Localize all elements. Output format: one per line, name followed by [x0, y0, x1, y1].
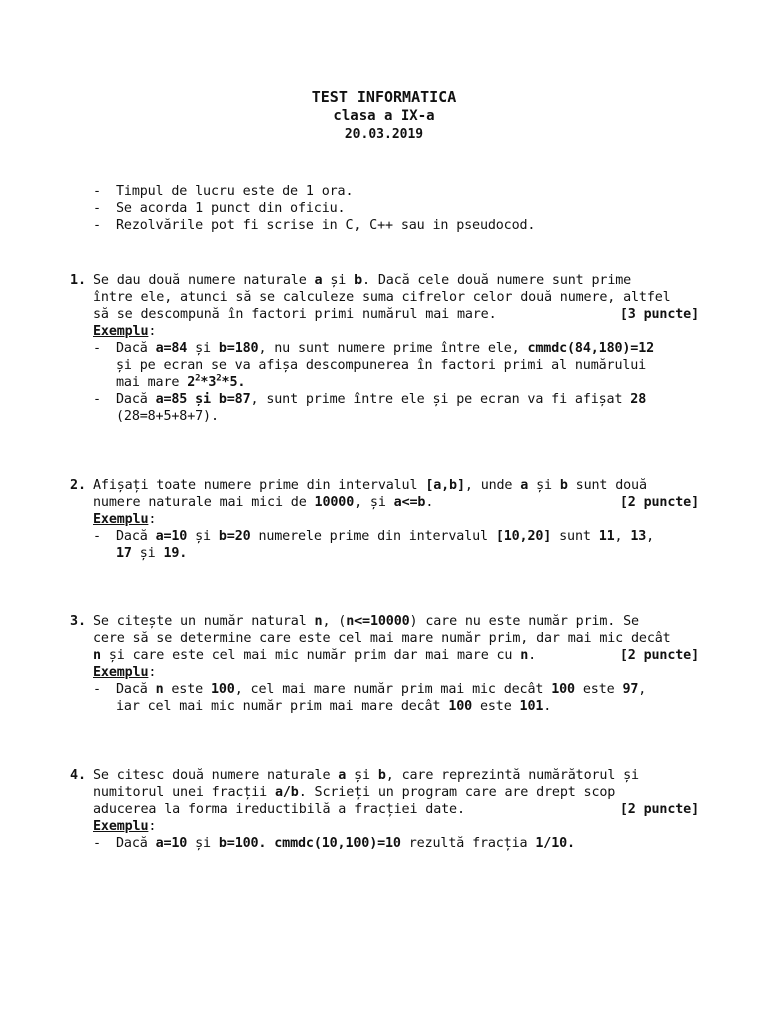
example-line: 17 și 19. [116, 546, 188, 561]
rule-item: Timpul de lucru este de 1 ora. [116, 184, 354, 199]
example-line: Dacă a=84 și b=180, nu sunt numere prime între ele, cmmdc(84,180)=12 [116, 341, 655, 356]
problem-3-line: cere să se determine care este cel mai mare număr prim, dar mai mic decât [93, 631, 671, 646]
example-line: iar cel mai mic număr prim mai mare decât 100 este 101. [116, 699, 552, 714]
rule-item: Rezolvările pot fi scrise in C, C++ sau in pseudocod. [116, 218, 536, 233]
problem-3-line: Se citește un număr natural n, (n<=10000) care nu este număr prim. Se [93, 614, 639, 629]
problem-number: 1. [70, 273, 87, 288]
problem-number: 4. [70, 768, 87, 783]
example-line: și pe ecran se va afișa descompunerea în factori primi al numărului [116, 358, 647, 373]
example-line: Dacă a=10 și b=20 numerele prime din intervalul [10,20] sunt 11, 13, [116, 529, 655, 544]
points-badge: [2 puncte] [619, 802, 699, 817]
problem-4-line: numitorul unei fracții a/b. Scrieți un program care are drept scop [93, 785, 616, 800]
example-line: (28=8+5+8+7). [116, 409, 219, 424]
problem-4-line: aducerea la forma ireductibilă a fracției date. [2 puncte] [93, 802, 699, 817]
example-heading: Exemplu: [93, 665, 157, 680]
example-bullet: - [93, 529, 102, 544]
problem-2-line: Afișați toate numere prime din intervalul [a,b], unde a și b sunt două [93, 478, 647, 493]
example-bullet: - [93, 392, 102, 407]
example-line: Dacă n este 100, cel mai mare număr prim mai mic decât 100 este 97, [116, 682, 647, 697]
points-badge: [2 puncte] [619, 648, 699, 663]
page-subtitle: clasa a IX-a [333, 108, 435, 124]
example-line: Dacă a=10 și b=100. cmmdc(10,100)=10 rezultă fracția 1/10. [116, 836, 575, 851]
example-bullet: - [93, 836, 102, 851]
problem-4-line: Se citesc două numere naturale a și b, care reprezintă numărătorul și [93, 768, 639, 783]
example-heading: Exemplu: [93, 819, 157, 834]
page-date: 20.03.2019 [344, 127, 424, 142]
rule-bullet: - [93, 218, 102, 233]
problem-1-line: Se dau două numere naturale a și b. Dacă cele două numere sunt prime [93, 273, 632, 288]
rule-bullet: - [93, 184, 102, 199]
rule-bullet: - [93, 201, 102, 216]
problem-2-line: numere naturale mai mici de 10000, și a<=b. [2 puncte] [93, 495, 699, 510]
example-line: Dacă a=85 și b=87, sunt prime între ele și pe ecran va fi afișat 28 [116, 392, 647, 407]
rule-item: Se acorda 1 punct din oficiu. [116, 201, 346, 216]
problem-number: 3. [70, 614, 87, 629]
problem-1-line: între ele, atunci să se calculeze suma cifrelor celor două numere, altfel [93, 290, 671, 305]
problem-number: 2. [70, 478, 87, 493]
problem-1-line: să se descompună în factori primi numărul mai mare. [3 puncte] [93, 307, 699, 322]
example-bullet: - [93, 341, 102, 356]
points-badge: [2 puncte] [619, 495, 699, 510]
problem-3-line: n și care este cel mai mic număr prim dar mai mare cu n. [2 puncte] [93, 648, 699, 663]
example-heading: Exemplu: [93, 512, 157, 527]
example-bullet: - [93, 682, 102, 697]
example-heading: Exemplu: [93, 324, 157, 339]
example-line: mai mare $2^2*3^2*5$. [116, 373, 246, 390]
points-badge: [3 puncte] [619, 307, 699, 322]
page-title: TEST INFORMATICA [311, 88, 457, 106]
